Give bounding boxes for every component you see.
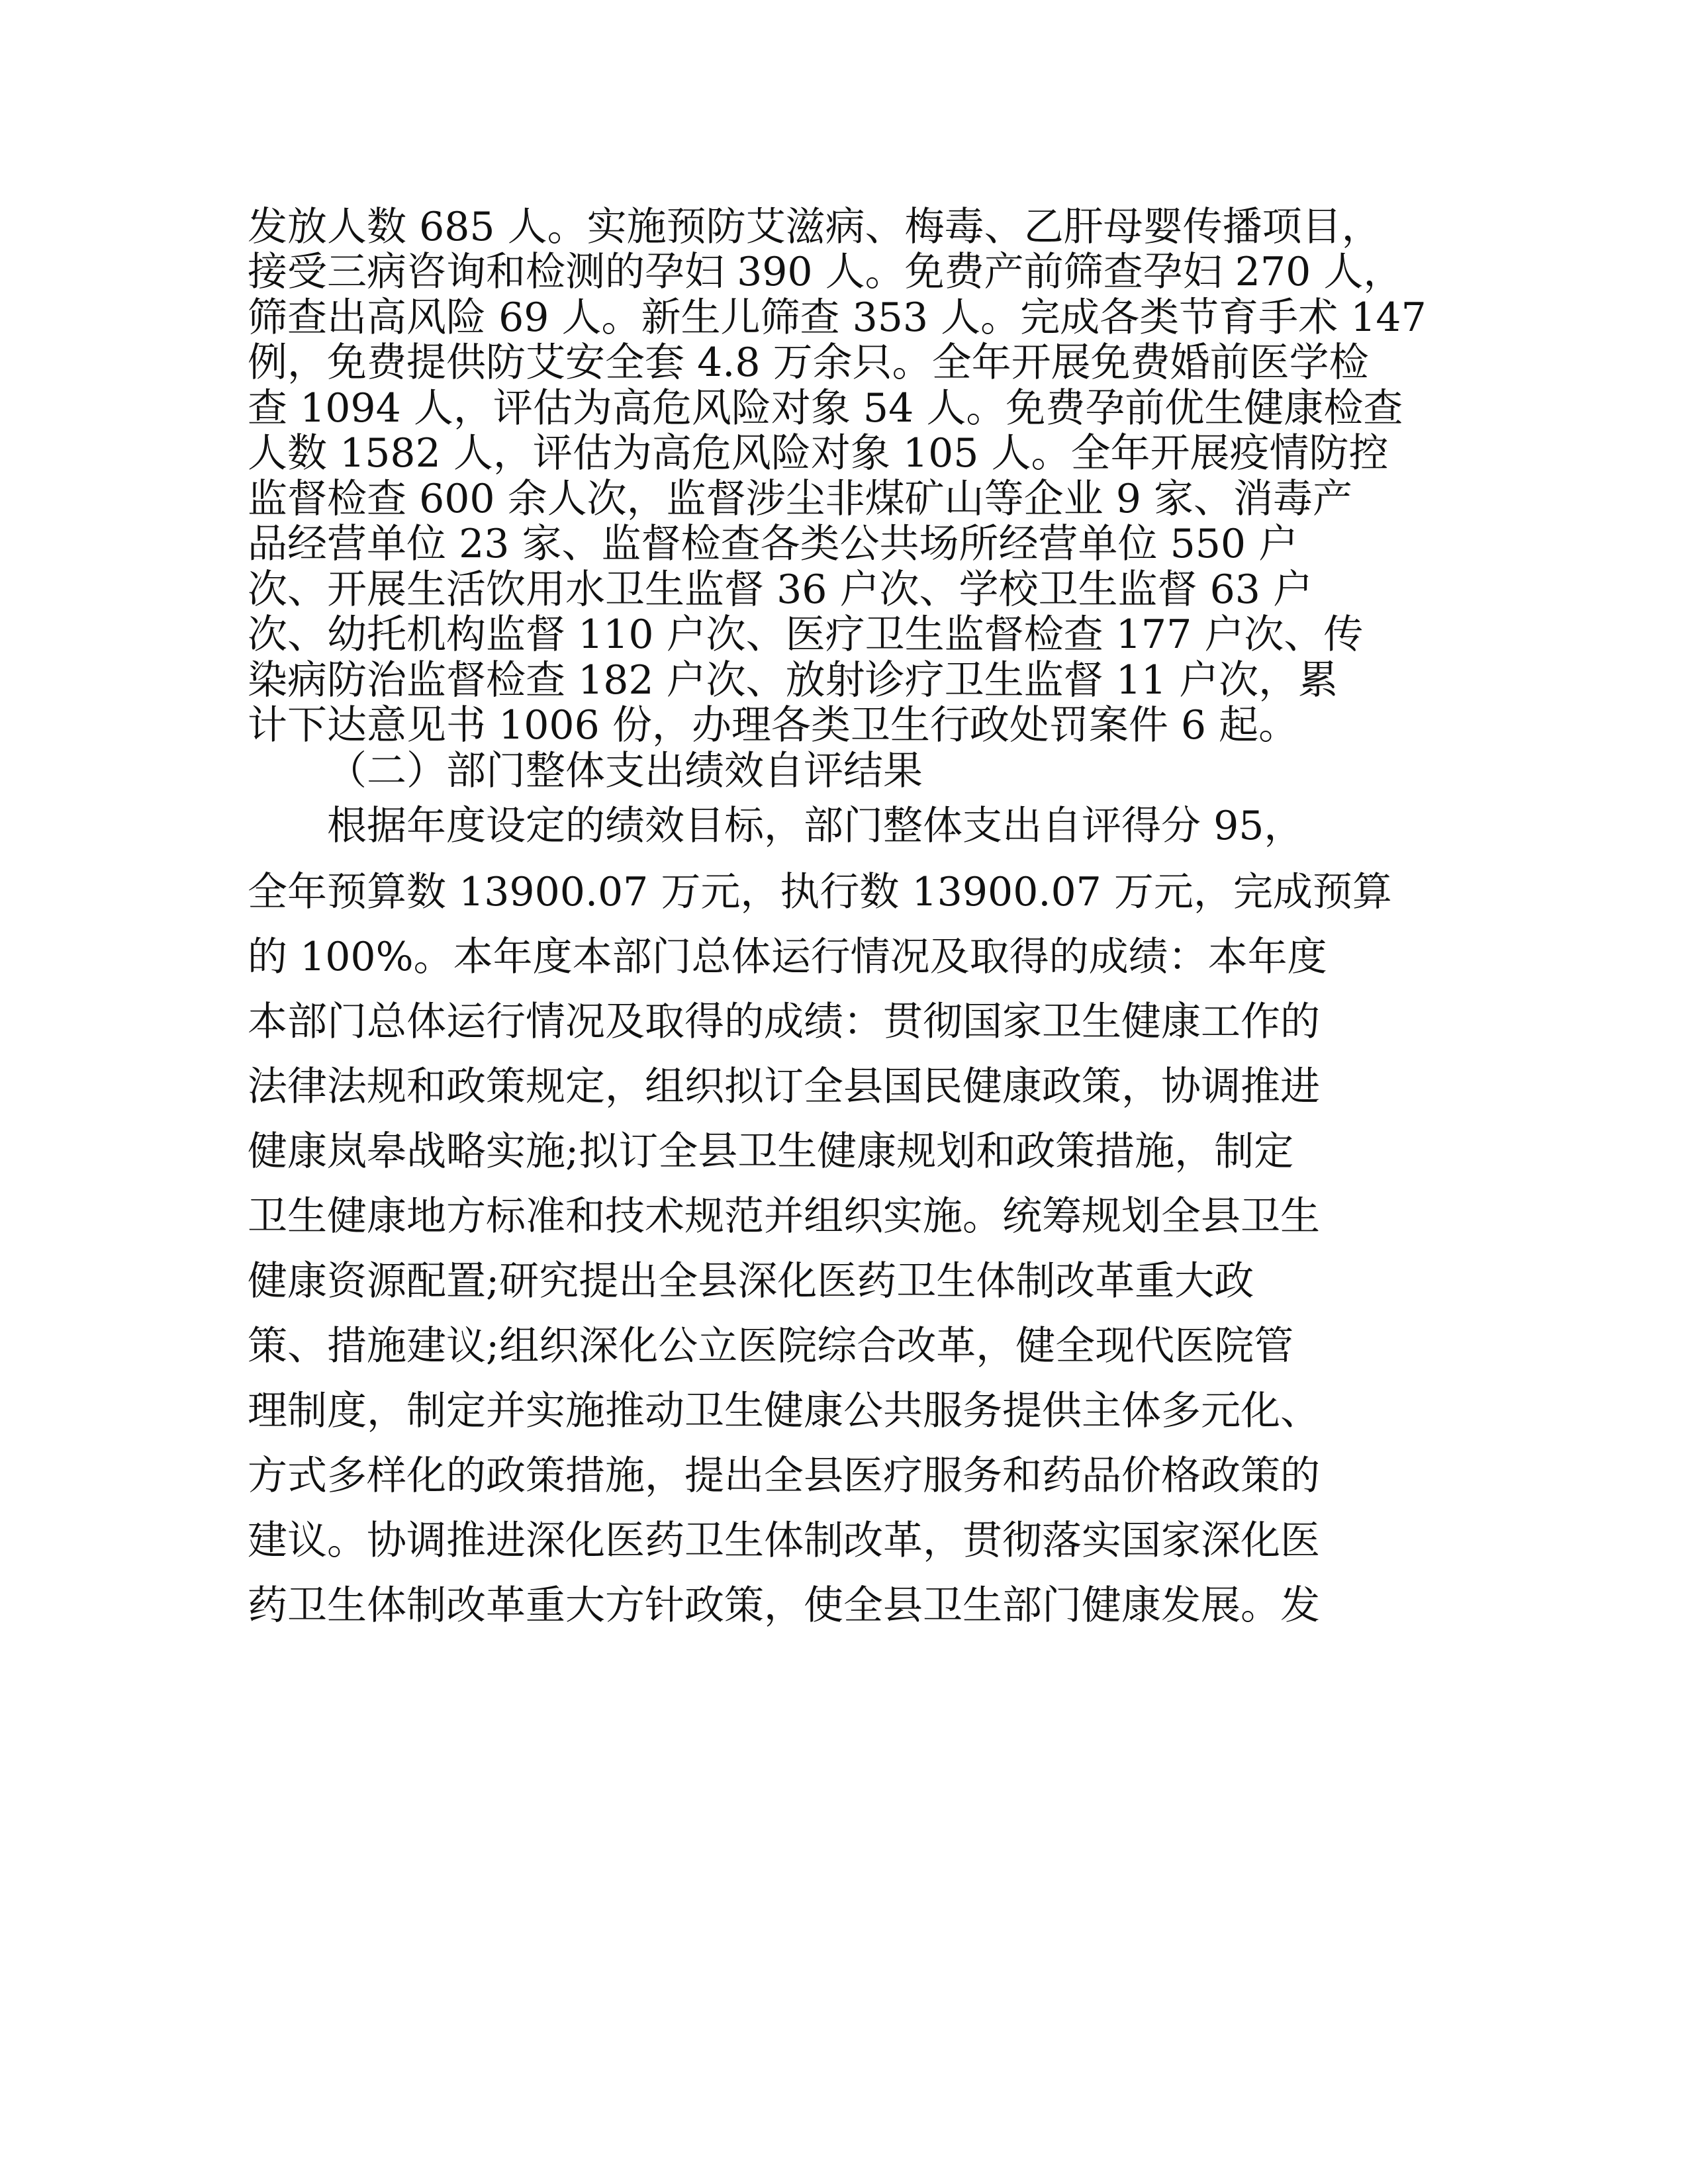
text-line: 药卫生体制改革重大方针政策，使全县卫生部门健康发展。发 xyxy=(248,1582,1320,1629)
text-line: 根据年度设定的绩效目标，部门整体支出自评得分 95， xyxy=(327,803,1304,849)
text-line: 发放人数 685 人。实施预防艾滋病、梅毒、乙肝母婴传播项目， xyxy=(248,204,1382,250)
text-line: 品经营单位 23 家、监督检查各类公共场所经营单位 550 户 xyxy=(248,521,1299,567)
text-line: 的 100%。本年度本部门总体运行情况及取得的成绩：本年度 xyxy=(248,934,1327,980)
text-line: 计下达意见书 1006 份，办理各类卫生行政处罚案件 6 起。 xyxy=(248,702,1299,749)
text-line: 次、幼托机构监督 110 户次、医疗卫生监督检查 177 户次、传 xyxy=(248,612,1364,658)
text-line: 卫生健康地方标准和技术规范并组织实施。统筹规划全县卫生 xyxy=(248,1193,1320,1240)
text-line: 策、措施建议;组织深化公立医院综合改革，健全现代医院管 xyxy=(248,1323,1294,1369)
text-line: 健康岚皋战略实施;拟订全县卫生健康规划和政策措施，制定 xyxy=(248,1128,1294,1175)
text-line: 方式多样化的政策措施，提出全县医疗服务和药品价格政策的 xyxy=(248,1453,1320,1499)
text-line: 例，免费提供防艾安全套 4.8 万余只。全年开展免费婚前医学检 xyxy=(248,340,1369,386)
text-line: 法律法规和政策规定，组织拟订全县国民健康政策，协调推进 xyxy=(248,1064,1320,1110)
text-line: 本部门总体运行情况及取得的成绩：贯彻国家卫生健康工作的 xyxy=(248,999,1320,1045)
text-line: 理制度，制定并实施推动卫生健康公共服务提供主体多元化、 xyxy=(248,1388,1320,1434)
section-heading: （二）部门整体支出绩效自评结果 xyxy=(327,748,923,794)
text-line: 查 1094 人，评估为高危风险对象 54 人。免费孕前优生健康检查 xyxy=(248,385,1403,432)
text-line: 监督检查 600 余人次，监督涉尘非煤矿山等企业 9 家、消毒产 xyxy=(248,476,1352,522)
text-line: 次、开展生活饮用水卫生监督 36 户次、学校卫生监督 63 户 xyxy=(248,567,1313,613)
text-line: 染病防治监督检查 182 户次、放射诊疗卫生监督 11 户次，累 xyxy=(248,657,1338,704)
text-line: 筛查出高风险 69 人。新生儿筛查 353 人。完成各类节育手术 147 xyxy=(248,295,1427,341)
text-line: 人数 1582 人，评估为高危风险对象 105 人。全年开展疫情防控 xyxy=(248,430,1389,477)
text-line: 全年预算数 13900.07 万元，执行数 13900.07 万元，完成预算 xyxy=(248,869,1392,915)
text-line: 健康资源配置;研究提出全县深化医药卫生体制改革重大政 xyxy=(248,1258,1254,1304)
text-line: 建议。协调推进深化医药卫生体制改革，贯彻落实国家深化医 xyxy=(248,1518,1320,1564)
text-line: 接受三病咨询和检测的孕妇 390 人。免费产前筛查孕妇 270 人， xyxy=(248,249,1403,295)
